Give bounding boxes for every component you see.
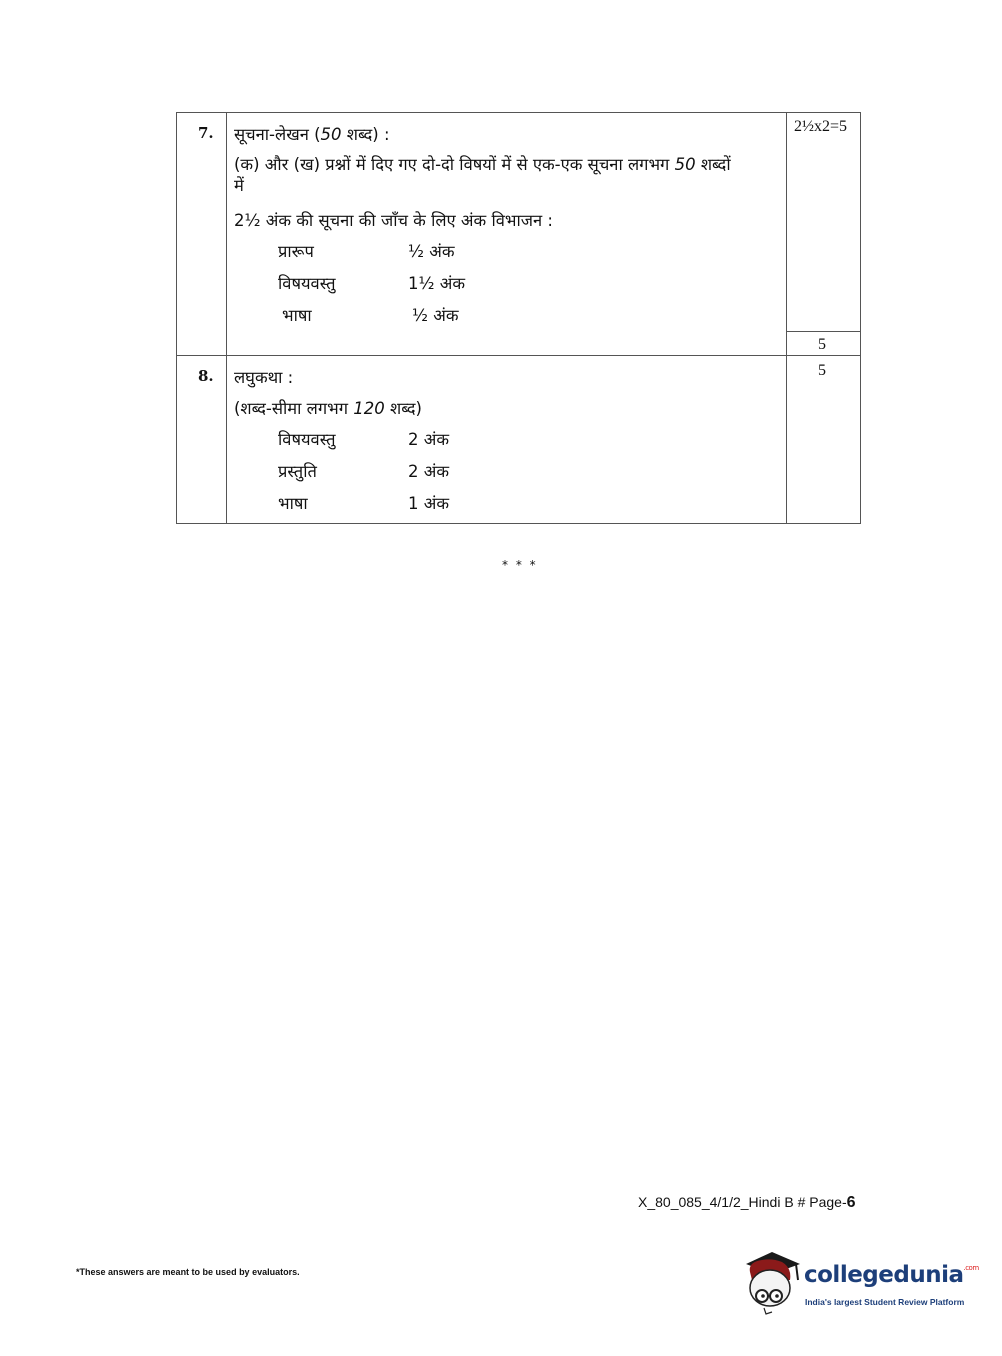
q7-instruction-wrap: में xyxy=(234,176,244,195)
q7-instruction xyxy=(234,155,731,175)
q8-title: लघुकथा : xyxy=(234,368,294,387)
table-border-left xyxy=(176,112,177,524)
q8-limit-pre: (शब्द-सीमा लगभग xyxy=(234,399,354,418)
marks-subtotal-divider xyxy=(786,331,861,332)
question-number-7: 7. xyxy=(198,124,214,142)
q7-instruction-pre: (क) और (ख) प्रश्नों में दिए गए दो-दो विषयों में से एक-एक सूचना लगभग xyxy=(234,155,675,174)
q8-limit-post: शब्द) xyxy=(384,399,422,418)
logo-dotcom: .com xyxy=(963,1264,979,1272)
q7-instruction-post: शब्दों xyxy=(695,155,731,174)
q8-row-label: प्रस्तुति xyxy=(278,462,317,481)
footer-code-text: X_80_085_4/1/2_Hindi B # Page- xyxy=(638,1194,847,1210)
row-divider xyxy=(176,355,786,356)
q7-total: 5 xyxy=(818,336,826,353)
column-divider-marks xyxy=(786,112,787,524)
collegedunia-logo xyxy=(742,1250,979,1316)
marking-scheme-table xyxy=(176,112,861,524)
column-divider-number xyxy=(226,112,227,524)
q7-title-pre: सूचना-लेखन ( xyxy=(234,125,321,144)
question-number-8: 8. xyxy=(198,367,214,385)
q7-title-num: 50 xyxy=(320,125,342,144)
q8-row-label: भाषा xyxy=(278,494,308,513)
q7-instruction-num: 50 xyxy=(674,155,696,174)
q8-row-mark: 1 अंक xyxy=(408,494,450,513)
logo-tagline: India's largest Student Review Platform xyxy=(805,1297,965,1307)
table-border-right xyxy=(860,112,861,524)
q7-row-label: विषयवस्तु xyxy=(278,274,336,293)
section-separator: * * * xyxy=(502,558,538,572)
q8-row-mark: 2 अंक xyxy=(408,430,450,449)
logo-wordmark xyxy=(804,1262,979,1288)
table-border-bottom xyxy=(176,523,861,524)
logo-brand-text: collegedunia xyxy=(804,1262,964,1288)
page-footer-code xyxy=(638,1194,856,1212)
q7-row-label: प्रारूप xyxy=(278,242,314,261)
mascot-icon xyxy=(742,1250,804,1316)
table-border-top xyxy=(176,112,861,113)
q8-row-label: विषयवस्तु xyxy=(278,430,336,449)
q7-title xyxy=(234,125,390,145)
q7-row-mark: 1½ अंक xyxy=(408,274,466,293)
q7-title-post: शब्द) : xyxy=(341,125,390,144)
page-number: 6 xyxy=(846,1194,856,1211)
q8-row-mark: 2 अंक xyxy=(408,462,450,481)
q8-word-limit xyxy=(234,399,422,419)
q7-row-mark: ½ अंक xyxy=(412,306,459,325)
q8-marks: 5 xyxy=(818,362,826,379)
marks-row-divider xyxy=(786,355,861,356)
evaluator-note: *These answers are meant to be used by evaluators. xyxy=(76,1267,300,1277)
q7-row-mark: ½ अंक xyxy=(408,242,455,261)
q7-division: 2½ अंक की सूचना की जाँच के लिए अंक विभाजन : xyxy=(234,211,553,230)
q7-row-label: भाषा xyxy=(282,306,312,325)
q8-limit-num: 120 xyxy=(353,399,385,418)
q7-marks: 2½x2=5 xyxy=(794,118,848,135)
